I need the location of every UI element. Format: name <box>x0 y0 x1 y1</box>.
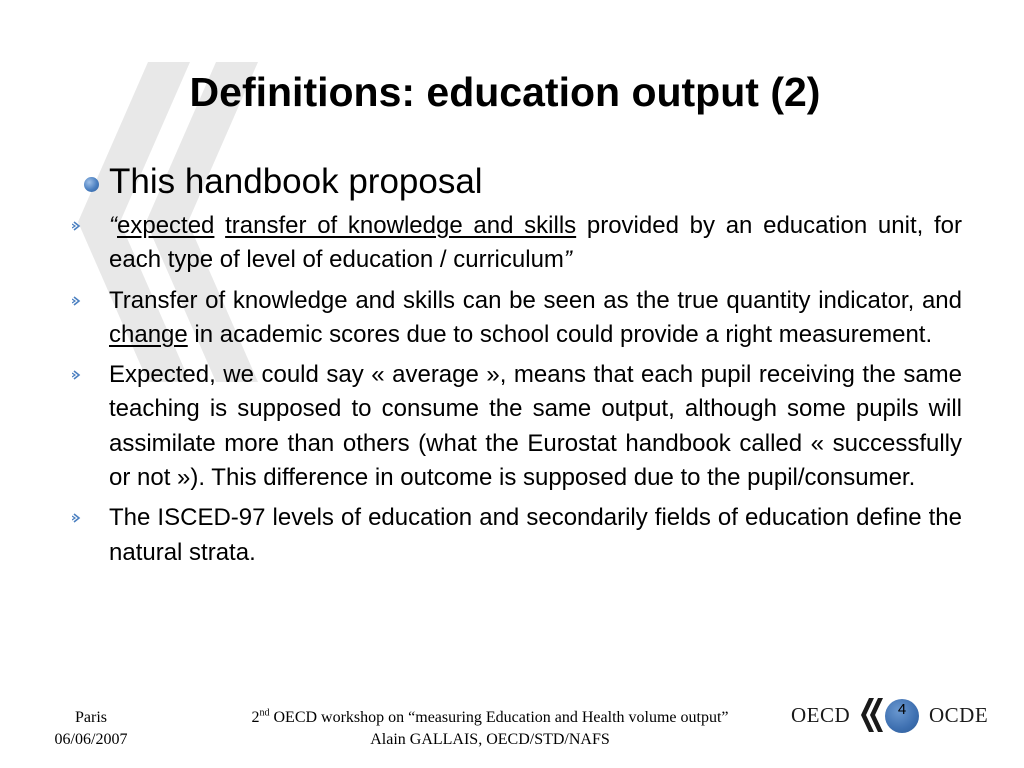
open-quote: “ <box>109 212 117 239</box>
space <box>214 212 225 239</box>
transfer-after: in academic scores due to school could provide a right measurement. <box>187 320 933 348</box>
bullet-text-definition <box>109 209 962 278</box>
list-item <box>72 501 962 570</box>
footer-location-date <box>36 707 146 751</box>
bullet-text-expected: Expected, we could say « average », means that each pupil receiving the same teaching is supposed to consume the same output, although some pupils will assimilate more than others (what the Eurostat handbook called « successfully or not »). This difference in outcome is supposed due to the pupil/consumer. <box>109 361 962 492</box>
workshop-number: 2 <box>251 709 260 726</box>
footer-author: Alain GALLAIS, OECD/STD/NAFS <box>370 731 610 748</box>
page-number-badge: 4 <box>885 699 919 733</box>
transfer-before: Transfer of knowledge and skills can be seen as the true quantity indicator, and <box>109 286 962 314</box>
workshop-superscript: nd <box>259 707 270 719</box>
footer-workshop-line <box>140 707 840 729</box>
oecd-logo <box>788 696 1008 736</box>
underlined-transfer: transfer of knowledge and skills <box>225 212 577 239</box>
footer-date: 06/06/2007 <box>54 731 128 748</box>
heading-text: This handbook proposal <box>109 162 483 201</box>
oecd-chevron-logo <box>860 698 886 732</box>
logo-text-oecd: OECD <box>791 703 851 727</box>
logo-text-ocde: OCDE <box>929 703 989 727</box>
list-item <box>72 358 962 495</box>
chevron-right-icon <box>72 296 82 306</box>
chevron-right-icon <box>72 513 82 523</box>
chevron-right-icon <box>72 370 82 380</box>
blue-dot-icon <box>84 177 99 192</box>
list-item <box>72 209 962 278</box>
definition-rest: provided by an education unit, for each type of level of education / curriculum <box>109 212 962 274</box>
bullet-list <box>72 209 962 576</box>
bullet-text-isced: The ISCED-97 levels of education and secondarily fields of education define the natural strata. <box>109 504 962 566</box>
workshop-title: OECD workshop on “measuring Education and Health volume output” <box>269 709 729 726</box>
list-item <box>72 284 962 353</box>
footer-city: Paris <box>75 709 107 726</box>
bullet-text-transfer <box>109 284 962 353</box>
close-quote: ” <box>563 246 572 274</box>
underlined-expected: expected <box>117 212 215 239</box>
footer-workshop <box>140 707 840 751</box>
underlined-change: change <box>109 320 188 348</box>
chevron-right-icon <box>72 221 82 231</box>
slide-title: Definitions: education output (2) <box>189 69 821 115</box>
heading-bullet-row <box>80 160 960 204</box>
